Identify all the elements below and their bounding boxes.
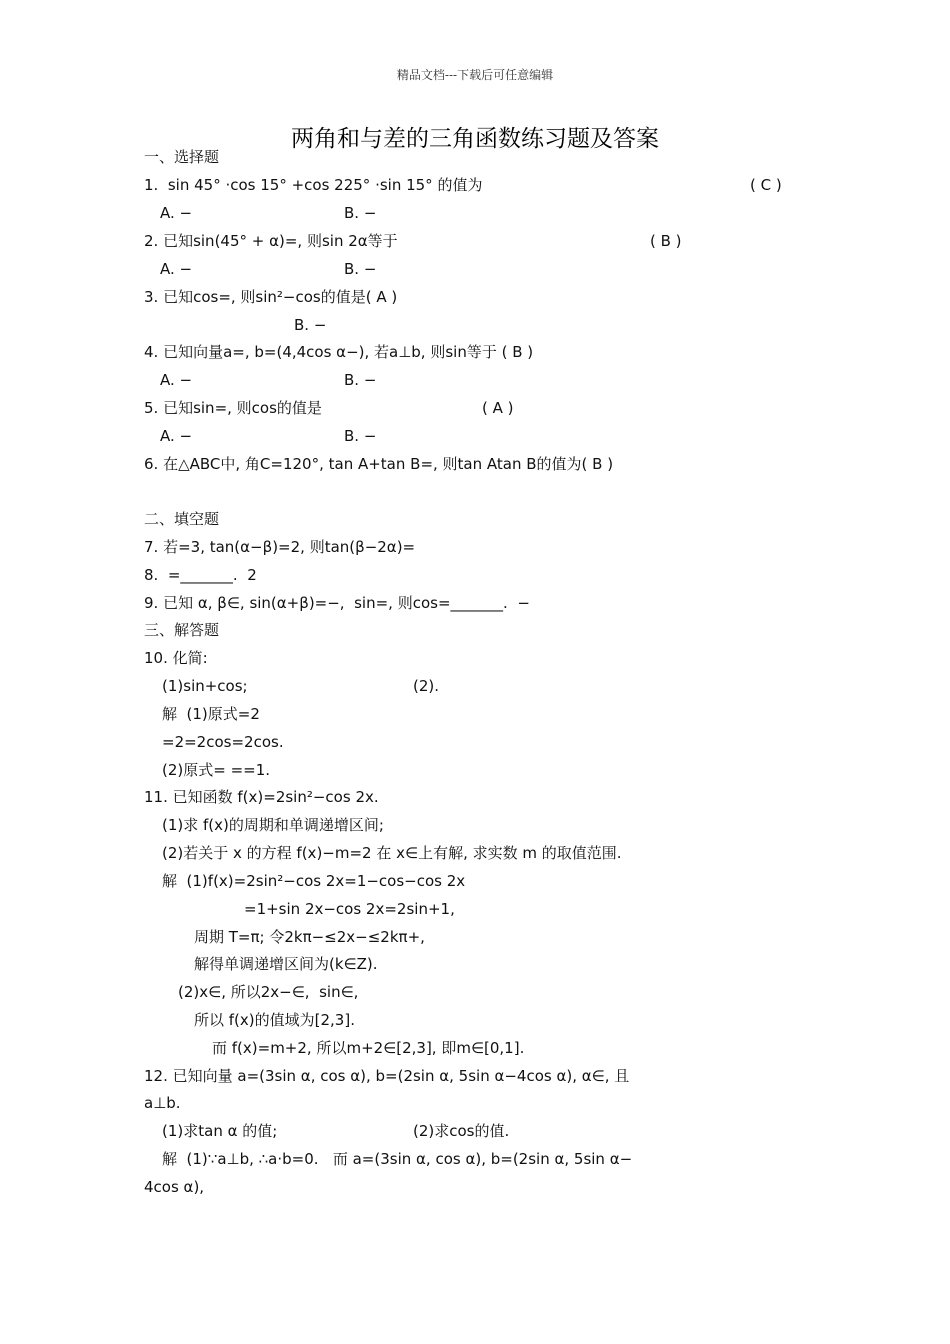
text-line: B. − bbox=[344, 371, 377, 389]
text-line: (2)若关于 x 的方程 f(x)−m=2 在 x∈上有解, 求实数 m 的取值范围. bbox=[162, 844, 622, 862]
text-line: 解 (1)f(x)=2sin²−cos 2x=1−cos−cos 2x bbox=[162, 872, 466, 890]
page-header: 精品文档---下载后可任意编辑 bbox=[396, 68, 554, 82]
text-line: 解 (1)原式=2 bbox=[162, 705, 260, 723]
text-line: A. − bbox=[160, 260, 193, 278]
text-line: 10. 化简: bbox=[144, 649, 208, 667]
text-line: 解得单调递增区间为(k∈Z). bbox=[194, 955, 378, 973]
text-line: B. − bbox=[294, 316, 327, 334]
text-line: 6. 在△ABC中, 角C=120°, tan A+tan B=, 则tan Atan B的值为( B ) bbox=[144, 455, 614, 473]
answer-mark: ( A ) bbox=[482, 399, 514, 417]
text-line: 7. 若=3, tan(α−β)=2, 则tan(β−2α)= bbox=[144, 538, 416, 556]
answer-mark: ( B ) bbox=[650, 232, 682, 250]
text-line: A. − bbox=[160, 371, 193, 389]
text-line: (2)求cos的值. bbox=[413, 1122, 510, 1140]
text-line: (2)x∈, 所以2x−∈, sin∈, bbox=[178, 983, 359, 1001]
text-line: 12. 已知向量 a=(3sin α, cos α), b=(2sin α, 5sin α−4cos α), α∈, 且 bbox=[144, 1067, 630, 1085]
text-line: A. − bbox=[160, 204, 193, 222]
text-line: B. − bbox=[344, 204, 377, 222]
text-line: 1. sin 45° ·cos 15° +cos 225° ·sin 15° 的值为 bbox=[144, 176, 483, 194]
text-line: B. − bbox=[344, 260, 377, 278]
text-line: 8. =_______. 2 bbox=[144, 566, 257, 584]
text-line: 而 f(x)=m+2, 所以m+2∈[2,3], 即m∈[0,1]. bbox=[212, 1039, 525, 1057]
text-line: =2=2cos=2cos. bbox=[162, 733, 284, 751]
text-line: a⊥b. bbox=[144, 1094, 181, 1112]
text-line: =1+sin 2x−cos 2x=2sin+1, bbox=[244, 900, 455, 918]
text-line: 一、选择题 bbox=[144, 148, 220, 166]
text-line: A. − bbox=[160, 427, 193, 445]
text-line: B. − bbox=[344, 427, 377, 445]
text-line: 解 (1)∵a⊥b, ∴a·b=0. 而 a=(3sin α, cos α), b=(2sin α, 5sin α− bbox=[162, 1150, 633, 1168]
text-line: 4cos α), bbox=[144, 1178, 205, 1196]
text-line: 2. 已知sin(45° + α)=, 则sin 2α等于 bbox=[144, 232, 398, 250]
text-line: 3. 已知cos=, 则sin²−cos的值是( A ) bbox=[144, 288, 398, 306]
text-line: 9. 已知 α, β∈, sin(α+β)=−, sin=, 则cos=_______. − bbox=[144, 594, 530, 612]
text-line: (2)原式= ==1. bbox=[162, 761, 271, 779]
text-line: 周期 T=π; 令2kπ−≤2x−≤2kπ+, bbox=[194, 928, 425, 946]
text-line: 二、填空题 bbox=[144, 510, 220, 528]
text-line: (2). bbox=[413, 677, 440, 695]
answer-mark: ( C ) bbox=[750, 176, 782, 194]
text-line: 11. 已知函数 f(x)=2sin²−cos 2x. bbox=[144, 788, 379, 806]
text-line: (1)求 f(x)的周期和单调递增区间; bbox=[162, 816, 384, 834]
text-line: (1)sin+cos; bbox=[162, 677, 248, 695]
page-title: 两角和与差的三角函数练习题及答案 bbox=[291, 126, 659, 152]
text-line: (1)求tan α 的值; bbox=[162, 1122, 278, 1140]
text-line: 5. 已知sin=, 则cos的值是 bbox=[144, 399, 322, 417]
text-line: 所以 f(x)的值域为[2,3]. bbox=[194, 1011, 355, 1029]
text-line: 三、解答题 bbox=[144, 621, 220, 639]
text-line: 4. 已知向量a=, b=(4,4cos α−), 若a⊥b, 则sin等于 ( B ) bbox=[144, 343, 534, 361]
